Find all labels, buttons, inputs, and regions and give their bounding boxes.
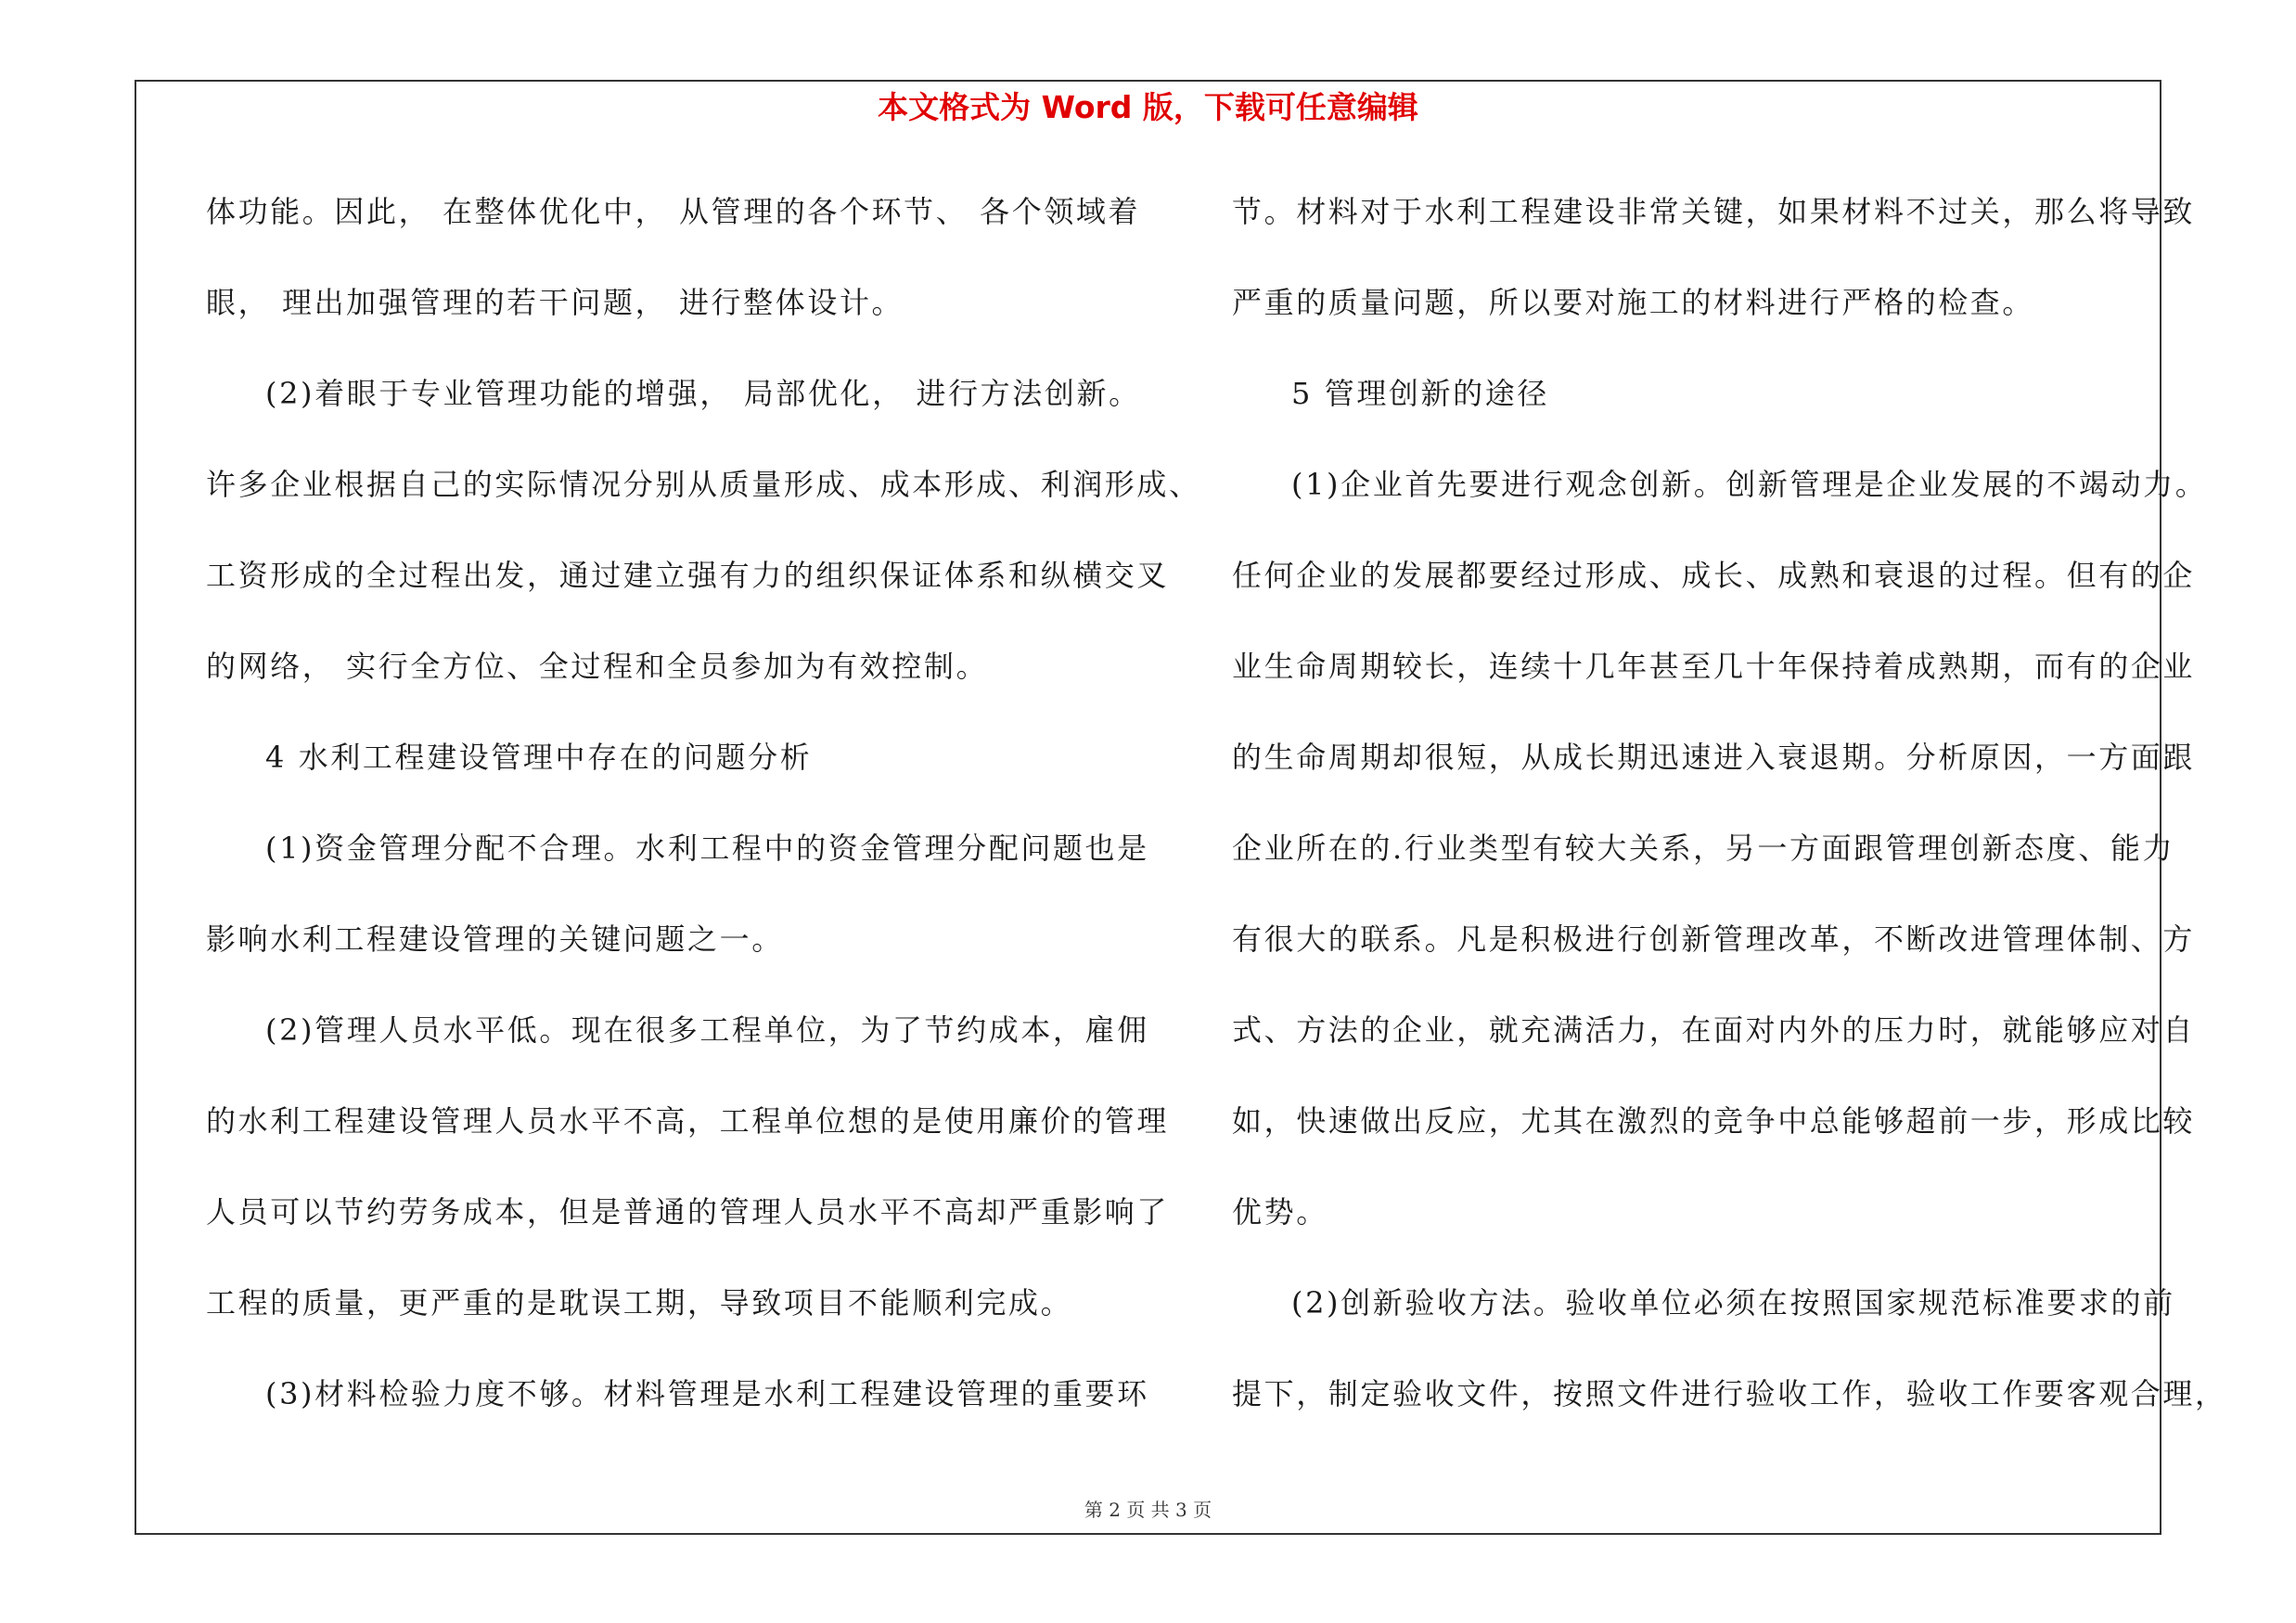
text-line: 有很大的联系。凡是积极进行创新管理改革，不断改进管理体制、方 — [1232, 921, 2196, 957]
text-line: 体功能。因此， 在整体优化中， 从管理的各个环节、 各个领域着 — [206, 194, 1141, 229]
text-line: 优势。 — [1232, 1194, 1328, 1230]
text-line: 节。材料对于水利工程建设非常关键，如果材料不过关，那么将导致 — [1232, 194, 2196, 229]
text-line: 工资形成的全过程出发，通过建立强有力的组织保证体系和纵横交叉 — [206, 558, 1170, 593]
text-line: 业生命周期较长，连续十几年甚至几十年保持着成熟期，而有的企业 — [1232, 649, 2196, 684]
text-line: 任何企业的发展都要经过形成、成长、成熟和衰退的过程。但有的企 — [1232, 558, 2196, 593]
text-line: 严重的质量问题，所以要对施工的材料进行严格的检查。 — [1232, 285, 2035, 320]
section-heading: 4 水利工程建设管理中存在的问题分析 — [265, 740, 813, 775]
text-line: 影响水利工程建设管理的关键问题之一。 — [206, 921, 784, 957]
text-line: 许多企业根据自己的实际情况分别从质量形成、成本形成、利润形成、 — [206, 467, 1201, 502]
text-line: 式、方法的企业，就充满活力，在面对内外的压力时，就能够应对自 — [1232, 1012, 2196, 1048]
text-line: 的生命周期却很短，从成长期迅速进入衰退期。分析原因，一方面跟 — [1232, 740, 2196, 775]
text-line: 的网络， 实行全方位、全过程和全员参加为有效控制。 — [206, 649, 989, 684]
text-line: 企业所在的.行业类型有较大关系，另一方面跟管理创新态度、能力 — [1232, 831, 2175, 866]
text-line: (2)着眼于专业管理功能的增强， 局部优化， 进行方法创新。 — [265, 376, 1141, 411]
text-line: 眼， 理出加强管理的若干问题， 进行整体设计。 — [206, 285, 904, 320]
text-line: (3)材料检验力度不够。材料管理是水利工程建设管理的重要环 — [265, 1376, 1149, 1411]
text-line: 人员可以节约劳务成本，但是普通的管理人员水平不高却严重影响了 — [206, 1194, 1170, 1230]
text-line: 提下，制定验收文件，按照文件进行验收工作，验收工作要客观合理， — [1232, 1376, 2227, 1411]
text-line: 如，快速做出反应，尤其在激烈的竞争中总能够超前一步，形成比较 — [1232, 1103, 2196, 1139]
text-line: 的水利工程建设管理人员水平不高，工程单位想的是使用廉价的管理 — [206, 1103, 1170, 1139]
text-line: 工程的质量，更严重的是耽误工期，导致项目不能顺利完成。 — [206, 1285, 1073, 1320]
right-text-column — [1232, 184, 2227, 1457]
text-line: (2)管理人员水平低。现在很多工程单位，为了节约成本，雇佣 — [265, 1012, 1149, 1048]
left-text-column — [206, 184, 1201, 1457]
text-line: (2)创新验收方法。验收单位必须在按照国家规范标准要求的前 — [1291, 1285, 2175, 1320]
text-line: (1)企业首先要进行观念创新。创新管理是企业发展的不竭动力。 — [1291, 467, 2208, 502]
text-line: (1)资金管理分配不合理。水利工程中的资金管理分配问题也是 — [265, 831, 1149, 866]
format-notice-banner: 本文格式为 Word 版，下载可任意编辑 — [878, 89, 1418, 125]
section-heading: 5 管理创新的途径 — [1291, 376, 1549, 411]
page-number-footer: 第 2 页 共 3 页 — [1084, 1499, 1212, 1521]
